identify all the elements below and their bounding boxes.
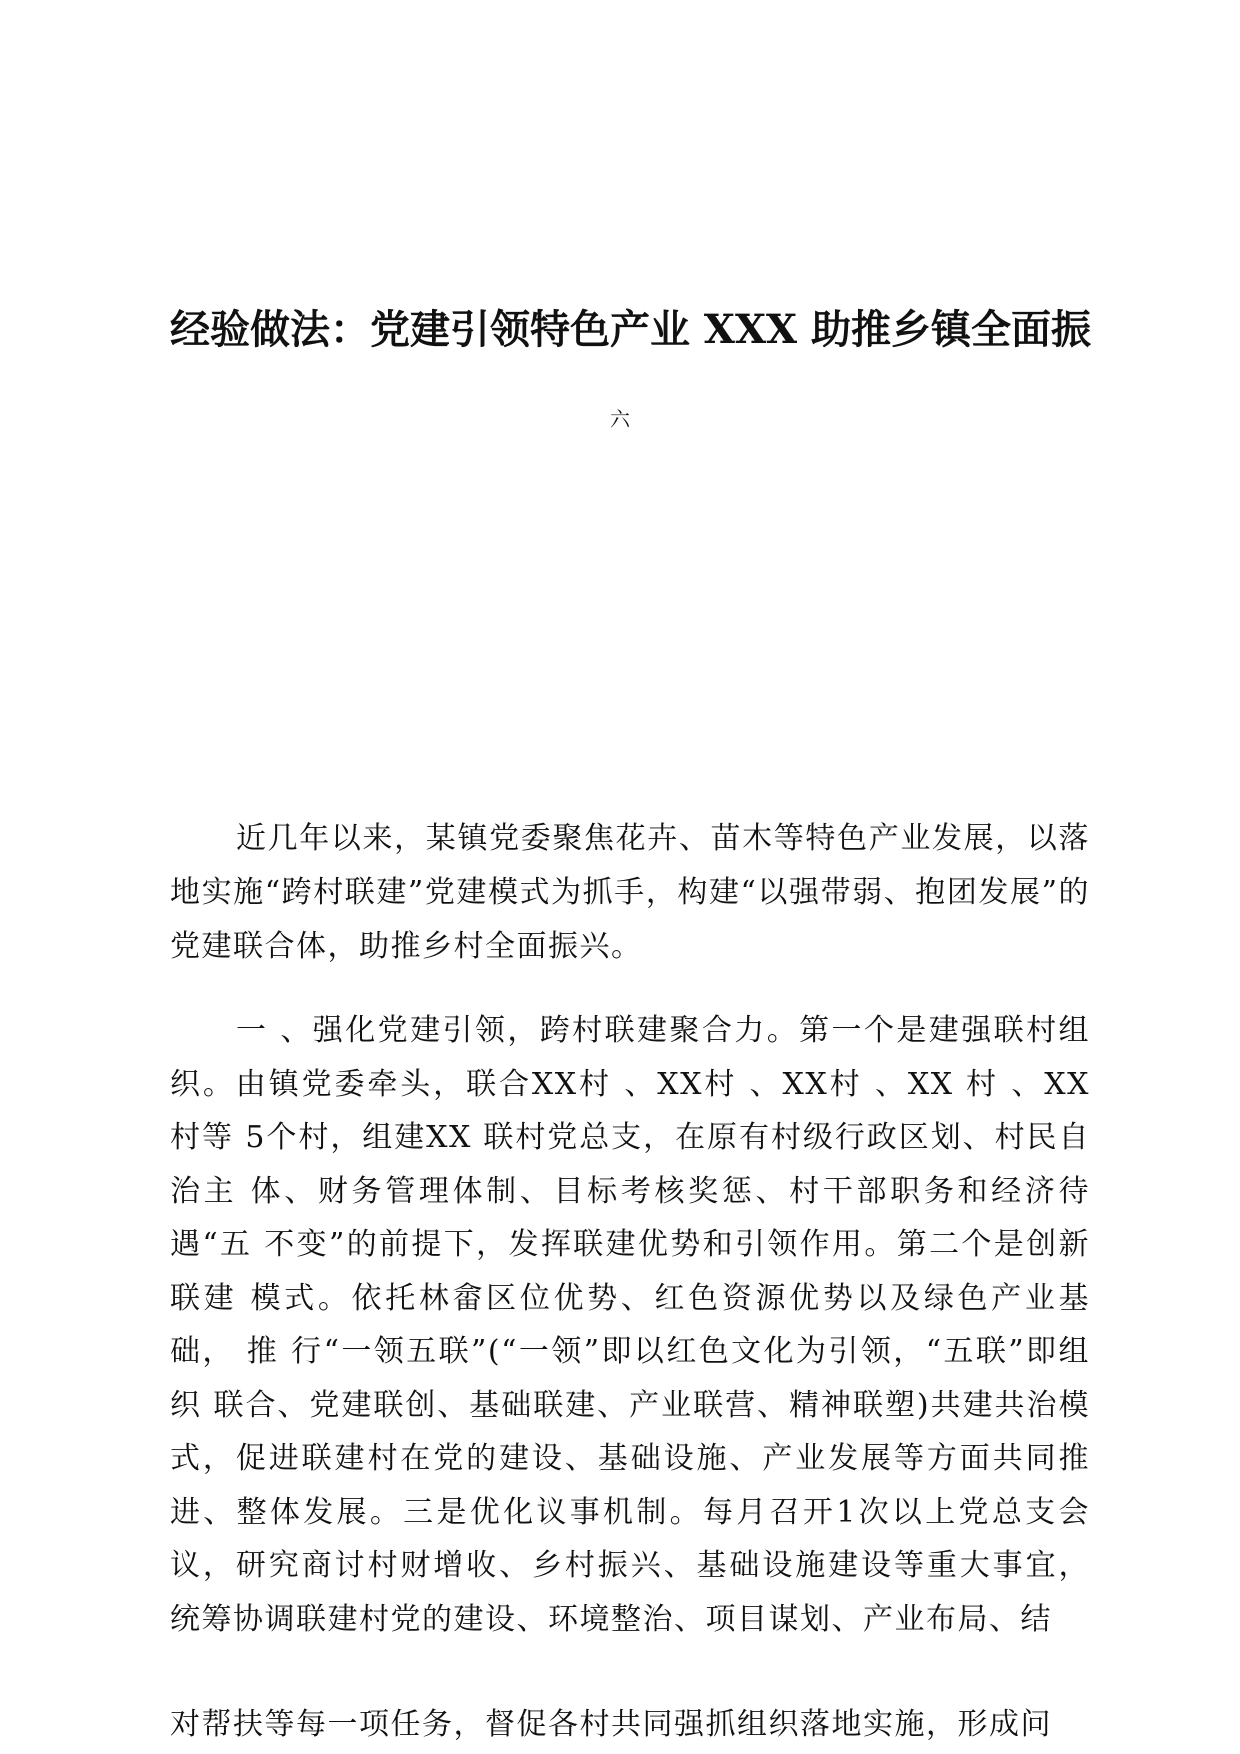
document-title: 经验做法：党建引领特色产业 XXX 助推乡镇全面振: [170, 306, 1091, 353]
document-subtitle: 六: [610, 407, 630, 431]
paragraph-continuation: 对帮扶等每一项任务，督促各村共同强抓组织落地实施，形成问: [170, 1707, 1052, 1742]
paragraph-section-one: 一 、强化党建引领，跨村联建聚合力。第一个是建强联村组织。由镇党委牵头，联合XX村 、XX村 、XX村 、XX 村 、XX 村等 5个村，组建XX 联村党总支，在原有村级行政区划、村民自治主 体、财务管理体制、目标考核奖惩、村干部职务和经济待遇“五 不变”的前提下，发挥联建优势和引领作用。第二个是创新联建 模式。依托林畲区位优势、红色资源优势以及绿色产业基础， 推 行“一领五联”(“一领”即以红色文化为引领，“五联”即组织 联合、党建联创、基础联建、产业联营、精神联塑)共建共治模 式，促进联建村在党的建设、基础设施、产业发展等方面共同推 进、整体发展。三是优化议事机制。每月召开1次以上党总支会 议，研究商讨村财增收、乡村振兴、基础设施建设等重大事宜， 统筹协调联建村党的建设、环境整治、项目谋划、产业布局、结: [170, 1013, 1090, 1637]
paragraph-intro: 近几年以来，某镇党委聚焦花卉、苗木等特色产业发展，以落地实施“跨村联建”党建模式为抓手，构建“以强带弱、抱团发展”的党建联合体，助推乡村全面振兴。: [170, 821, 1090, 964]
